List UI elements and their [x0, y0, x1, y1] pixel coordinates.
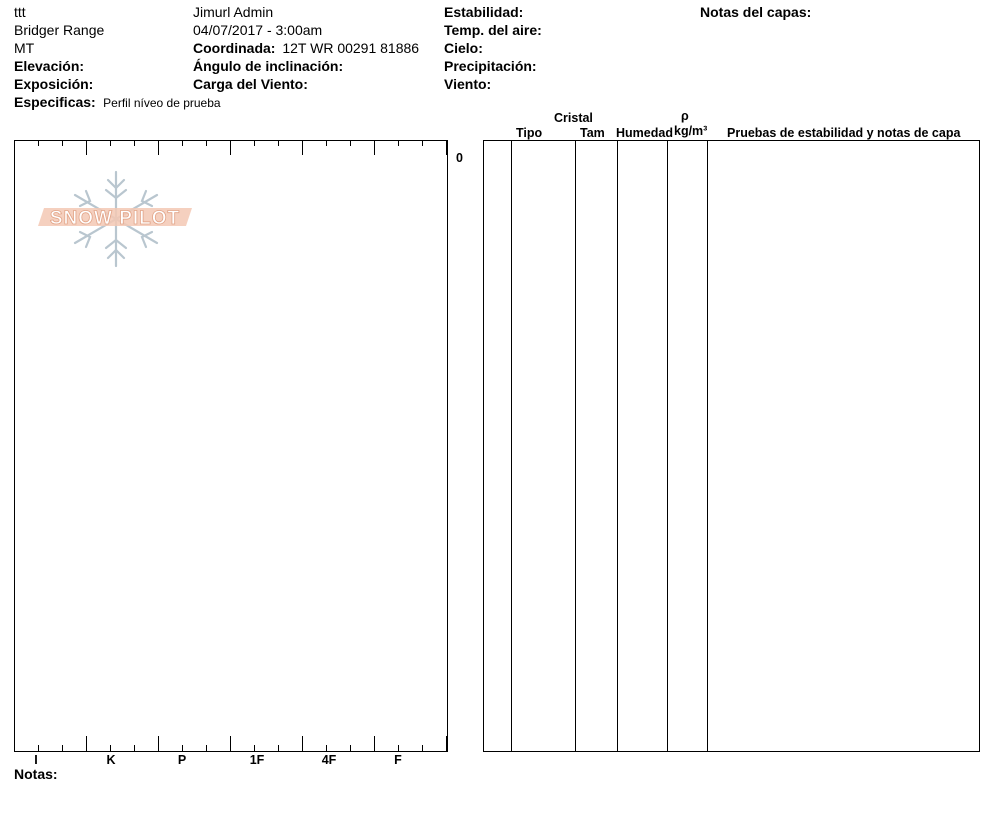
column-divider-humedad	[617, 140, 618, 752]
hardness-label-4f: 4F	[321, 753, 337, 767]
range-name: Bridger Range	[14, 22, 105, 38]
notes-label: Notas:	[14, 766, 58, 782]
hardness-tick-top	[206, 140, 207, 146]
hardness-tick-bottom	[446, 736, 447, 751]
hardness-tick-bottom	[38, 745, 39, 751]
state-name: MT	[14, 40, 35, 56]
sky-label: Cielo:	[444, 40, 483, 56]
precipitation-label: Precipitación:	[444, 58, 537, 74]
depth-zero-label: 0	[456, 151, 463, 165]
hardness-tick-bottom	[62, 745, 63, 751]
hardness-tick-bottom	[326, 745, 327, 751]
wind-label: Viento:	[444, 76, 492, 92]
hardness-tick-top	[446, 140, 447, 155]
column-divider-density	[667, 140, 668, 752]
header-tam: Tam	[580, 126, 605, 140]
hardness-tick-bottom	[350, 745, 351, 751]
hardness-tick-top	[38, 140, 39, 146]
hardness-tick-top	[182, 140, 183, 146]
hardness-tick-top	[350, 140, 351, 146]
hardness-tick-top	[86, 140, 87, 155]
observer-name: Jimurl Admin	[193, 4, 274, 20]
header-cristal: Cristal	[554, 111, 593, 125]
slope-angle-label: Ángulo de inclinación:	[193, 58, 344, 74]
hardness-tick-bottom	[374, 736, 375, 751]
hardness-tick-bottom	[422, 745, 423, 751]
stability-label: Estabilidad:	[444, 4, 524, 20]
hardness-tick-bottom	[182, 745, 183, 751]
hardness-tick-top	[110, 140, 111, 146]
air-temp-label: Temp. del aire:	[444, 22, 542, 38]
hardness-tick-bottom	[302, 736, 303, 751]
hardness-tick-bottom	[86, 736, 87, 751]
hardness-label-i: I	[34, 753, 38, 767]
snowpilot-logo-wordmark: SNOW PILOT	[49, 208, 181, 229]
layer-table-frame	[483, 140, 980, 752]
coordinate-label: Coordinada:	[193, 40, 276, 56]
hardness-tick-top	[398, 140, 399, 146]
hardness-tick-top	[374, 140, 375, 155]
hardness-tick-top	[158, 140, 159, 155]
hardness-label-f: F	[394, 753, 402, 767]
header-humedad: Humedad	[616, 126, 673, 140]
hardness-tick-bottom	[134, 745, 135, 751]
snowpilot-logo	[36, 168, 196, 270]
hardness-tick-top	[326, 140, 327, 146]
coordinate-value: 12T WR 00291 81886	[282, 40, 420, 56]
hardness-tick-bottom	[206, 745, 207, 751]
header-stability-tests: Pruebas de estabilidad y notas de capa	[727, 126, 961, 140]
coordinate-row	[193, 39, 419, 57]
hardness-tick-top	[254, 140, 255, 146]
hardness-tick-top	[422, 140, 423, 146]
header-density-unit: kg/m³	[674, 124, 708, 138]
header-rho: ρ	[681, 109, 689, 123]
location-name: ttt	[14, 4, 26, 20]
column-divider-tam	[575, 140, 576, 752]
column-divider-tests	[707, 140, 708, 752]
specifics-label: Especificas:	[14, 94, 96, 110]
hardness-tick-bottom	[110, 745, 111, 751]
hardness-tick-top	[302, 140, 303, 155]
column-divider-tipo	[511, 140, 512, 752]
hardness-tick-top	[134, 140, 135, 146]
hardness-tick-bottom	[278, 745, 279, 751]
hardness-tick-bottom	[230, 736, 231, 751]
hardness-tick-top	[62, 140, 63, 146]
hardness-tick-top	[278, 140, 279, 146]
hardness-tick-top	[230, 140, 231, 155]
hardness-tick-bottom	[254, 745, 255, 751]
exposure-label: Exposición:	[14, 76, 94, 92]
hardness-tick-bottom	[158, 736, 159, 751]
wind-load-label: Carga del Viento:	[193, 76, 308, 92]
specifics-row	[14, 93, 221, 112]
hardness-label-k: K	[106, 753, 116, 767]
hardness-tick-bottom	[398, 745, 399, 751]
hardness-label-1f: 1F	[249, 753, 265, 767]
layer-notes-label: Notas del capas:	[700, 4, 812, 20]
hardness-label-p: P	[177, 753, 187, 767]
observation-datetime: 04/07/2017 - 3:00am	[193, 22, 323, 38]
specifics-value: Perfil níveo de prueba	[103, 96, 221, 110]
header-tipo: Tipo	[516, 126, 543, 140]
elevation-label: Elevación:	[14, 58, 85, 74]
